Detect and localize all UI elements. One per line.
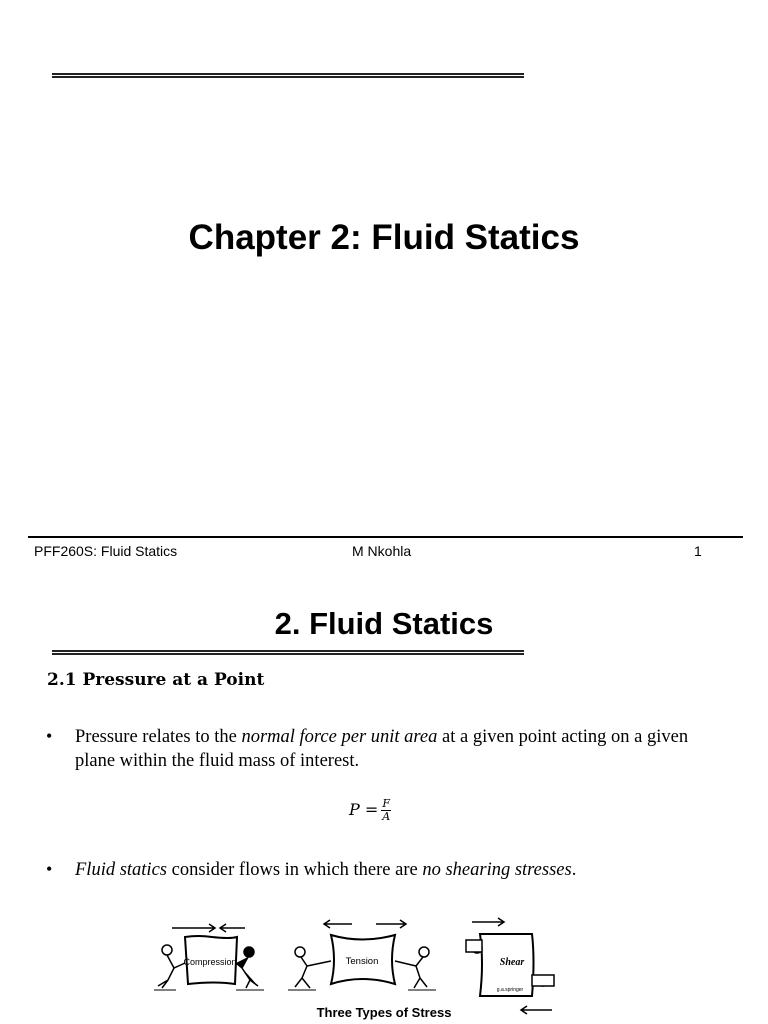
- bullet-text: consider flows in which there are: [167, 860, 423, 880]
- footer-page-number: 1: [694, 543, 702, 559]
- bullet-pressure-definition: [75, 725, 695, 773]
- pressure-formula: [349, 798, 391, 823]
- bullet-text: Pressure relates to the: [75, 727, 242, 747]
- slide-title-rule: [52, 650, 524, 655]
- footer-author: M Nkohla: [352, 543, 412, 559]
- formula-equals: =: [364, 800, 379, 819]
- shear-label: Shear: [499, 957, 525, 968]
- bullet-marker: •: [46, 726, 53, 746]
- bullet-text: .: [571, 860, 577, 880]
- emphasis-text: normal force per unit area: [241, 727, 438, 747]
- formula-denominator: A: [382, 810, 391, 823]
- figure-credit: g.a.springer: [496, 987, 524, 993]
- section-heading: 2.1 Pressure at a Point: [47, 670, 265, 690]
- chapter-title: Chapter 2: Fluid Statics: [188, 218, 580, 257]
- compression-diagram: [154, 924, 264, 990]
- slide-title: 2. Fluid Statics: [274, 606, 494, 641]
- footer-divider: [28, 536, 743, 538]
- formula-fraction: [381, 798, 391, 823]
- emphasis-text: no shearing stresses: [422, 860, 572, 880]
- bullet-fluid-statics: [75, 858, 695, 882]
- formula-numerator: F: [382, 797, 391, 810]
- footer-course: PFF260S: Fluid Statics: [34, 543, 178, 559]
- emphasis-text: Fluid statics: [75, 860, 167, 880]
- tension-diagram: [288, 920, 436, 990]
- title-rule-top: [52, 73, 524, 78]
- bullet-text: at a given point acting on a given plane within the fluid mass of interest.: [75, 727, 689, 771]
- shear-diagram: [466, 918, 554, 1014]
- tension-label: Tension: [345, 956, 379, 967]
- bullet-marker: •: [46, 859, 53, 879]
- formula-lhs: P: [349, 800, 360, 819]
- figure-caption: Three Types of Stress: [316, 1005, 452, 1020]
- compression-label: Compression: [183, 957, 237, 967]
